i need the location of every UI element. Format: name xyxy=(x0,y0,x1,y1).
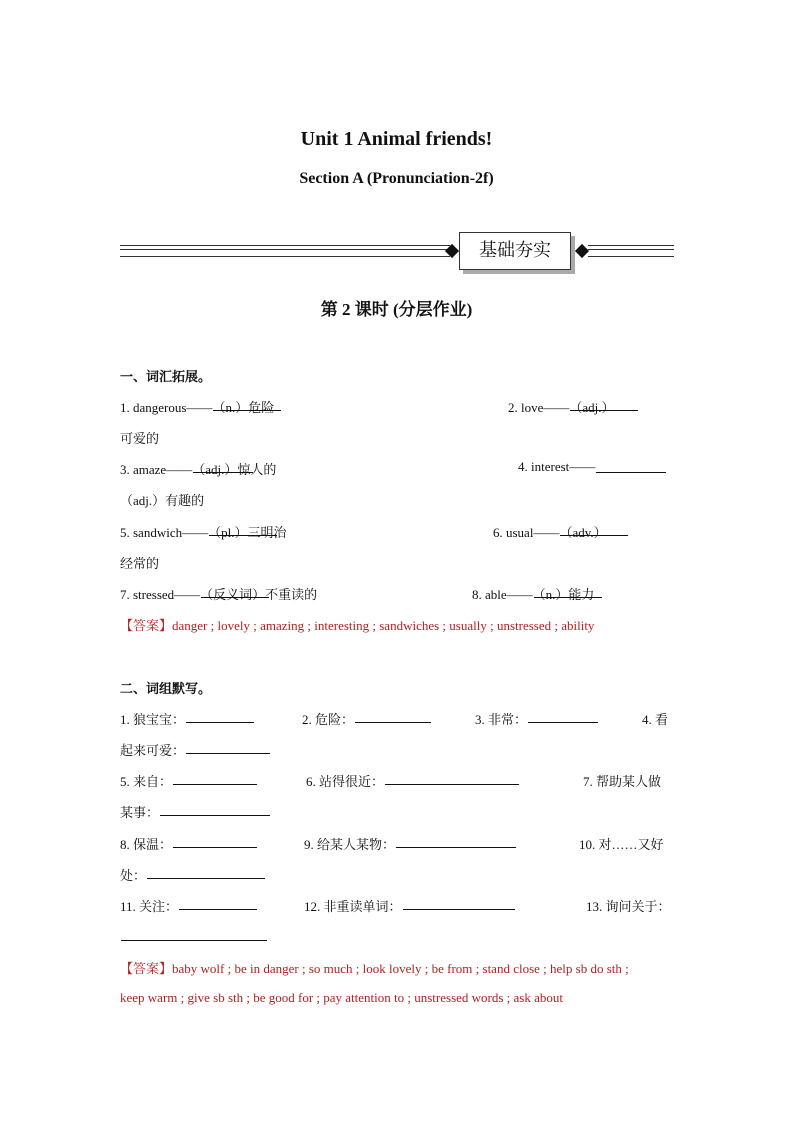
exercise-item: 某事： xyxy=(120,802,159,821)
exercise-item: 9. 给某人某物： xyxy=(304,834,395,853)
exercise-item: 5. sandwich—— （pl.）三明治 xyxy=(120,522,286,541)
exercise-item: 起来可爱： xyxy=(120,740,185,759)
exercise-item: 11. 关注： xyxy=(120,896,178,915)
exercise-item: 10. 对……又好 xyxy=(579,837,664,852)
exercise-item: 2. 危险： xyxy=(302,709,354,728)
exercise-item: 5. 来自： xyxy=(120,771,172,790)
exercise-item: 7. 帮助某人做 xyxy=(583,774,662,789)
unit-title: Unit 1 Animal friends! xyxy=(300,128,493,150)
banner-line-left xyxy=(120,245,450,257)
exercise-item: 8. able—— （n.）能力 xyxy=(472,584,594,603)
exercise-item: 6. usual—— （adv.） xyxy=(493,522,607,541)
exercise-item: 13. 询问关于： xyxy=(586,899,671,914)
lesson-title: 第 2 课时 (分层作业) xyxy=(320,300,473,319)
exercise-item: 6. 站得很近： xyxy=(306,771,384,790)
exercise-item: 12. 非重读单词： xyxy=(304,896,402,915)
section-title: Section A (Pronunciation-2f) xyxy=(299,170,494,187)
exercise-item: 3. amaze—— （adj.）惊人的 xyxy=(120,459,276,478)
exercise-item: 2. love—— （adj.） xyxy=(508,397,615,416)
exercise-item: 4. 看 xyxy=(642,712,669,727)
exercise-item: 1. dangerous—— （n.）危险 xyxy=(120,397,274,416)
exercise-item: 1. 狼宝宝： xyxy=(120,709,185,728)
exercise-item: 7. stressed—— （反义词）不重读的 xyxy=(120,584,317,603)
diamond-icon xyxy=(575,244,589,258)
banner-line-right xyxy=(588,245,674,257)
exercise-item: 处： xyxy=(120,865,146,884)
exercise-item: 4. interest—— xyxy=(518,459,595,475)
banner-label: 基础夯实 xyxy=(459,232,571,270)
exercise-item: 3. 非常： xyxy=(475,709,527,728)
exercise-item: 8. 保温： xyxy=(120,834,172,853)
